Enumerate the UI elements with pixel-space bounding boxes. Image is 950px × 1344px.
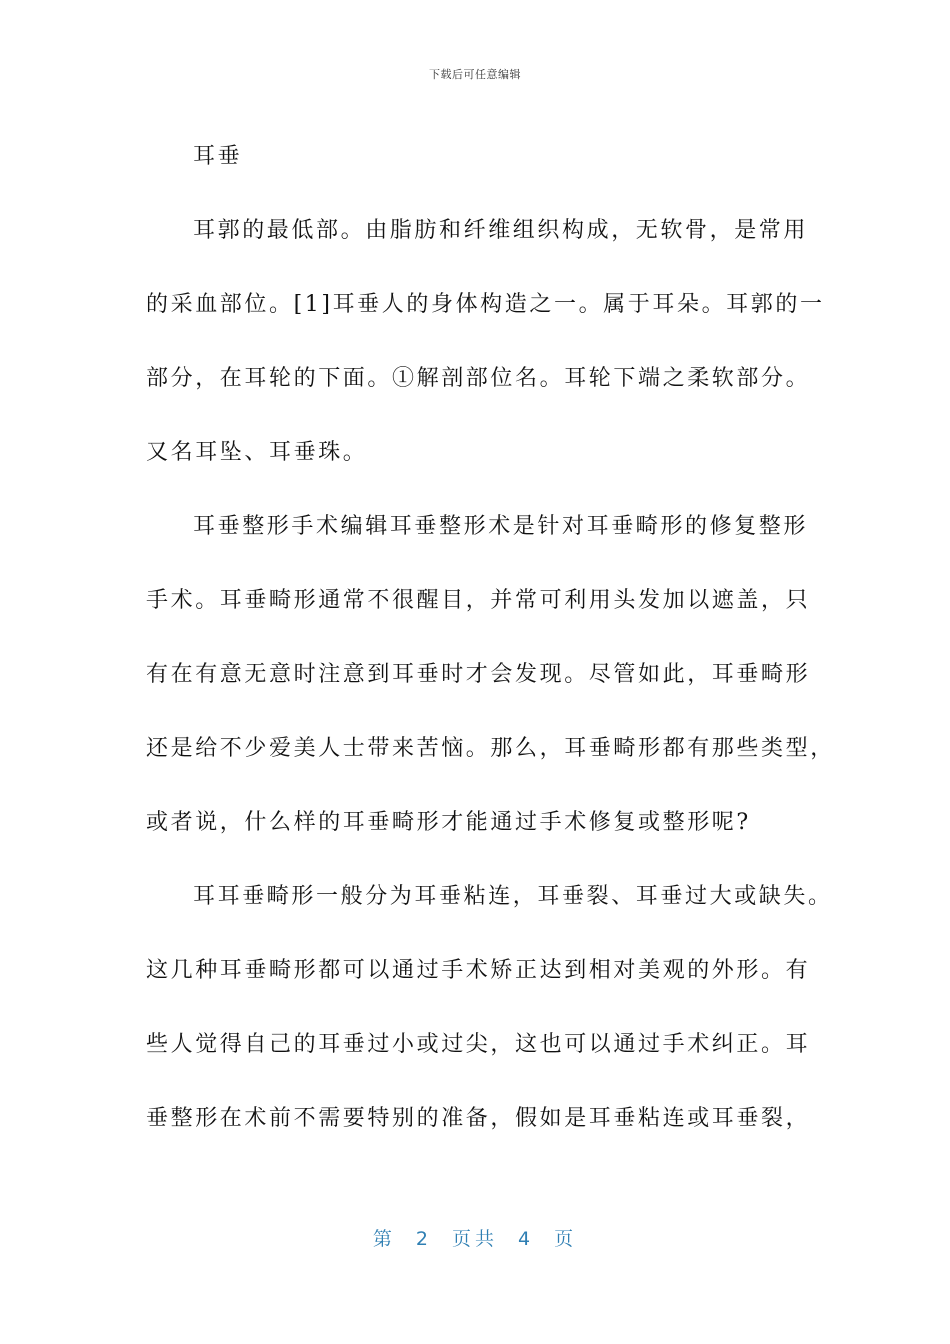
text-line: 还是给不少爱美人士带来苦恼。那么，耳垂畸形都有那些类型， bbox=[146, 736, 835, 761]
text-line: 有在有意无意时注意到耳垂时才会发现。尽管如此，耳垂畸形 bbox=[146, 662, 811, 687]
document-body bbox=[146, 120, 835, 1156]
paragraph-surgery bbox=[146, 490, 835, 860]
page-header: 下载后可任意编辑 bbox=[429, 68, 521, 81]
text-line: 或者说，什么样的耳垂畸形才能通过手术修复或整形呢? bbox=[146, 810, 751, 835]
text-line: 手术。耳垂畸形通常不很醒目，并常可利用头发加以遮盖，只 bbox=[146, 588, 811, 613]
text-line: 耳垂整形手术编辑耳垂整形术是针对耳垂畸形的修复整形 bbox=[193, 514, 809, 539]
text-line: 耳垂 bbox=[193, 144, 243, 169]
page-number-footer: 第 2 页共 4 页 bbox=[372, 1228, 578, 1250]
text-line: 耳耳垂畸形一般分为耳垂粘连，耳垂裂、耳垂过大或缺失。 bbox=[193, 884, 833, 909]
paragraph-deformity-types bbox=[146, 860, 833, 1156]
text-line: 部分，在耳轮的下面。①解剖部位名。耳轮下端之柔软部分。 bbox=[146, 366, 811, 391]
section-title-paragraph bbox=[146, 120, 816, 194]
text-line: 耳郭的最低部。由脂肪和纤维组织构成，无软骨，是常用 bbox=[193, 218, 809, 243]
text-line: 的采血部位。[1]耳垂人的身体构造之一。属于耳朵。耳郭的一 bbox=[146, 292, 825, 317]
text-line: 又名耳坠、耳垂珠。 bbox=[146, 440, 368, 465]
paragraph-definition bbox=[146, 194, 825, 490]
text-line: 垂整形在术前不需要特别的准备，假如是耳垂粘连或耳垂裂， bbox=[146, 1106, 811, 1131]
text-line: 些人觉得自己的耳垂过小或过尖，这也可以通过手术纠正。耳 bbox=[146, 1032, 811, 1057]
text-line: 这几种耳垂畸形都可以通过手术矫正达到相对美观的外形。有 bbox=[146, 958, 811, 983]
